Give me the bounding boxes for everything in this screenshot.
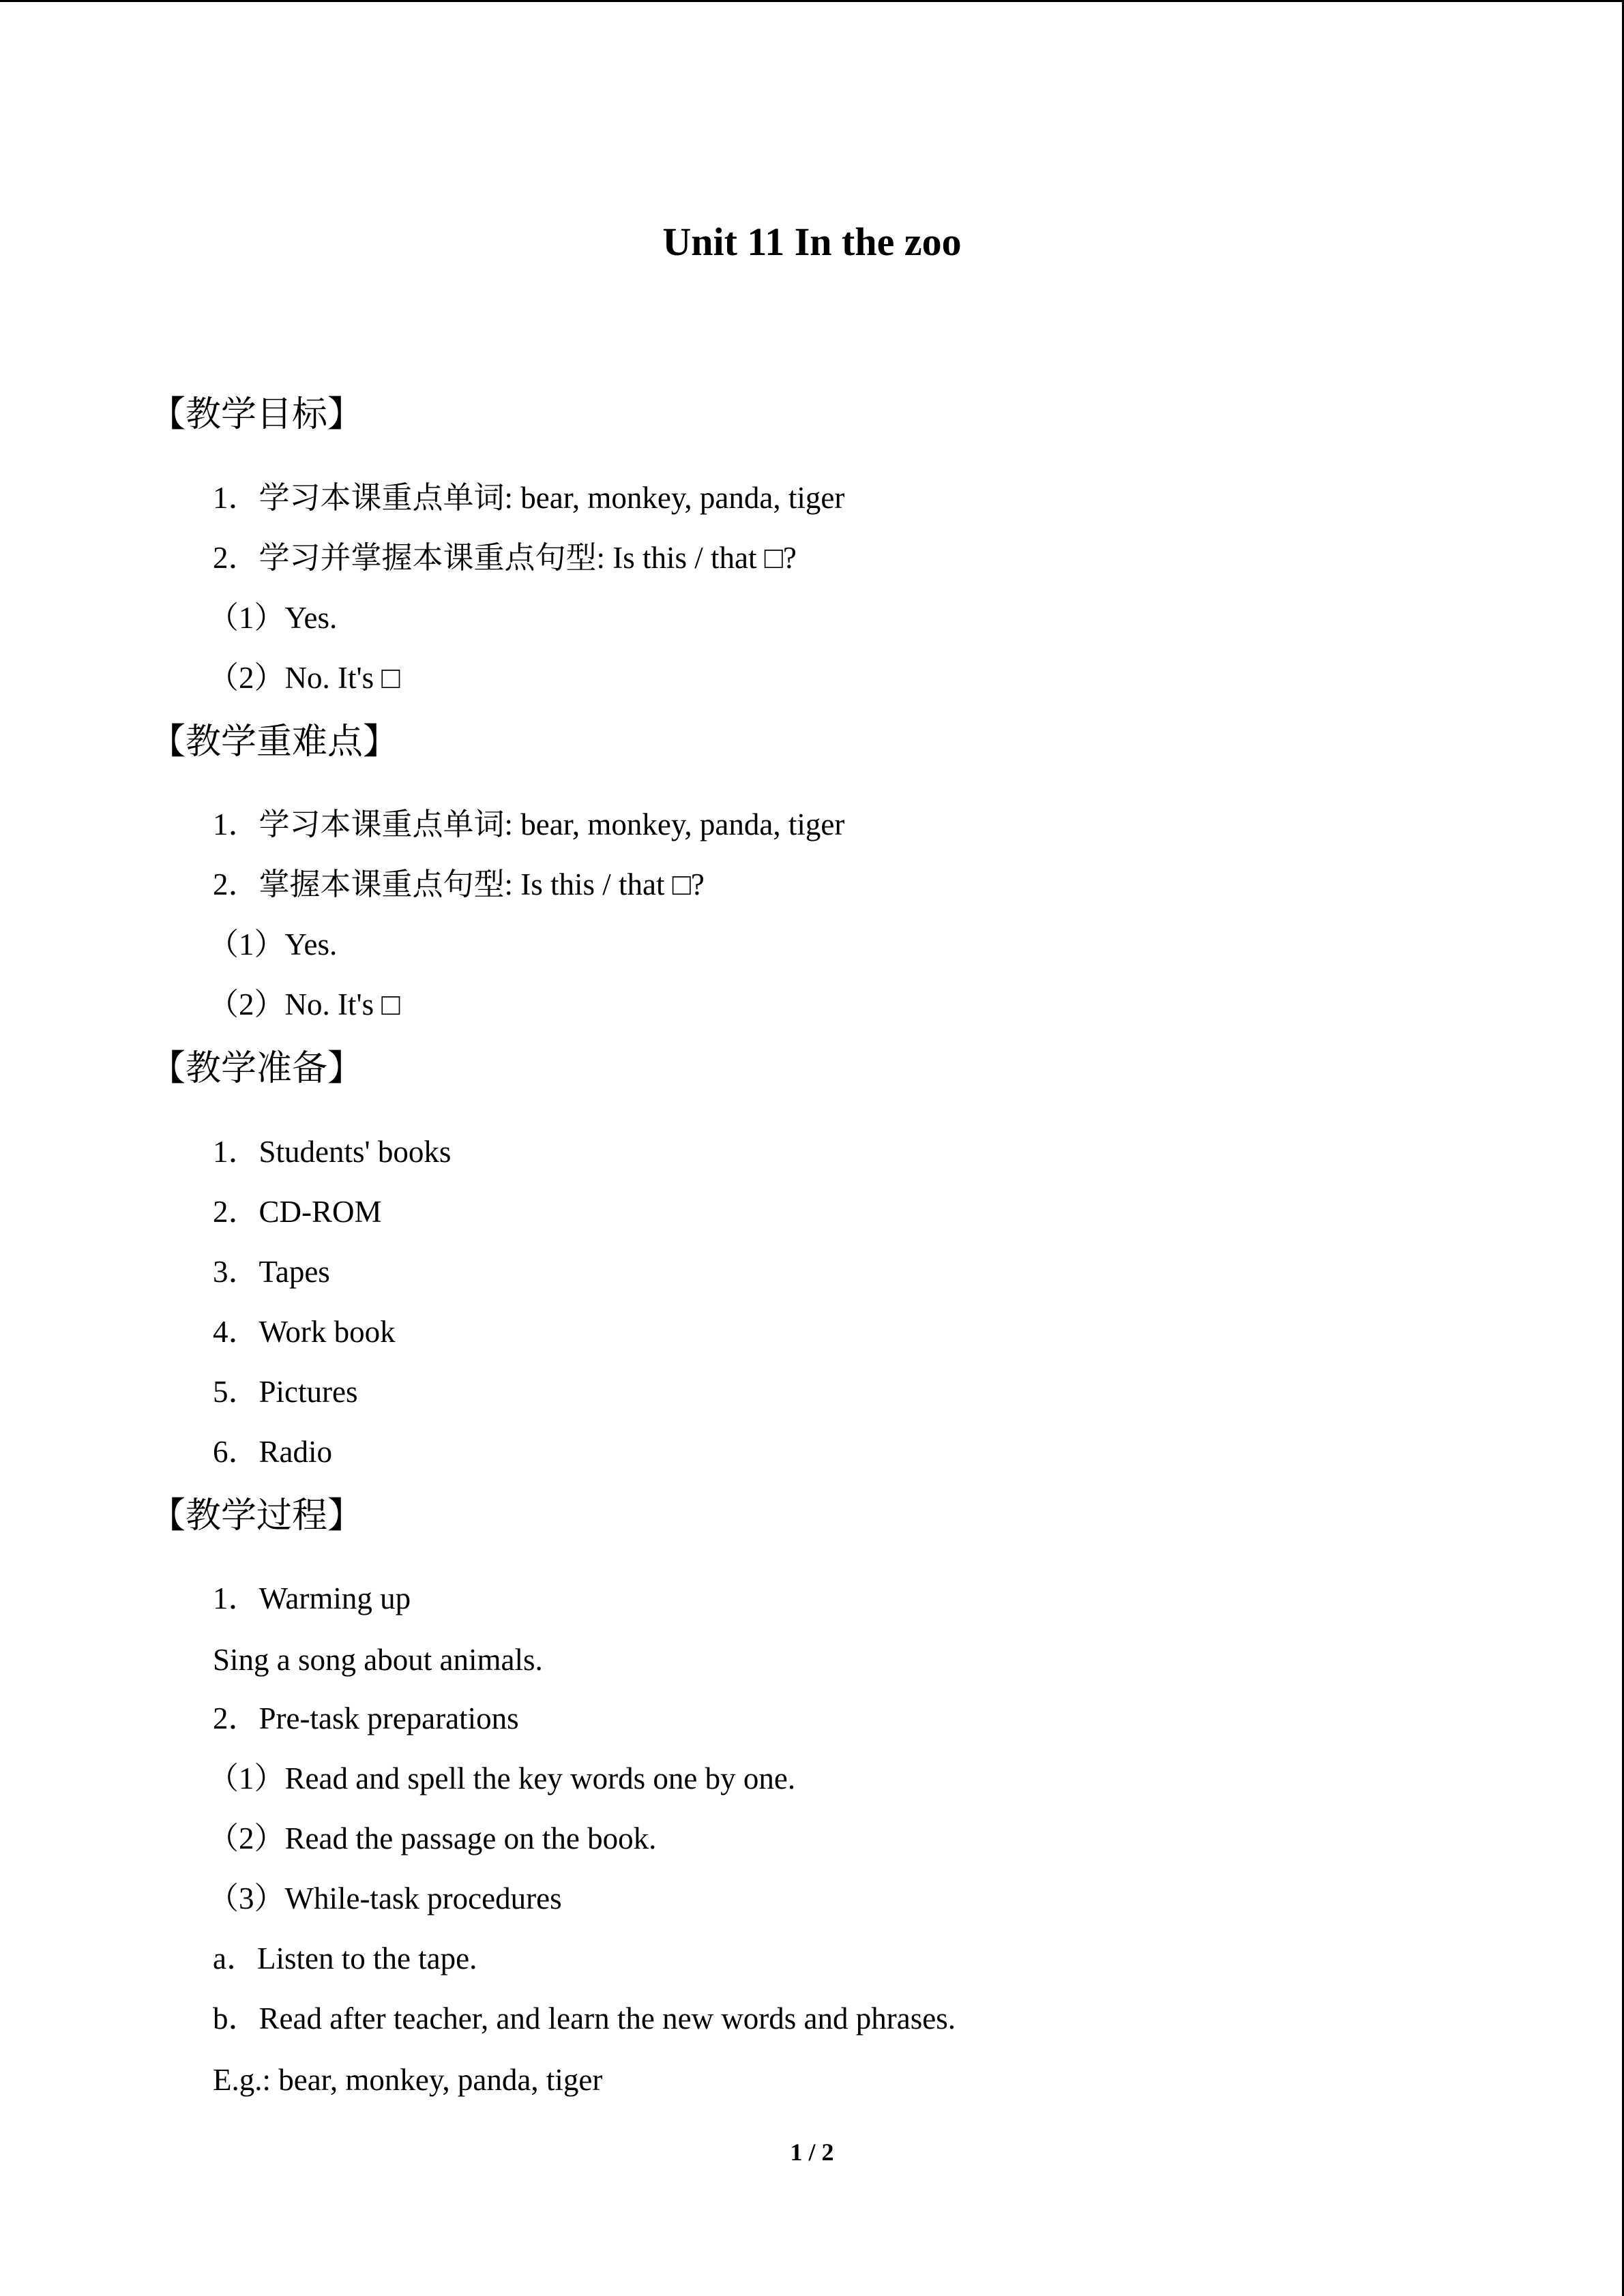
objectives-line: 1．学习本课重点单词: bear, monkey, panda, tiger xyxy=(213,481,845,515)
process-line: 2．Pre-task preparations xyxy=(213,1701,519,1735)
section-heading-preparation: 【教学准备】 xyxy=(150,1048,364,1089)
key-points-line: 1．学习本课重点单词: bear, monkey, panda, tiger xyxy=(213,807,845,841)
preparation-line: 3．Tapes xyxy=(213,1255,330,1289)
process-line: （3）While-task procedures xyxy=(208,1881,562,1915)
process-line: E.g.: bear, monkey, panda, tiger xyxy=(213,2063,603,2097)
section-heading-objectives: 【教学目标】 xyxy=(150,394,364,435)
preparation-line: 6．Radio xyxy=(213,1435,332,1469)
key-points-line: （1）Yes. xyxy=(208,927,338,961)
section-heading-process: 【教学过程】 xyxy=(150,1495,364,1536)
process-line: 1．Warming up xyxy=(213,1581,411,1615)
section-heading-key-points: 【教学重难点】 xyxy=(150,721,399,762)
process-line: （1）Read and spell the key words one by one. xyxy=(208,1761,796,1795)
page-indicator: 1 / 2 xyxy=(790,2138,834,2166)
preparation-line: 2．CD-ROM xyxy=(213,1195,382,1229)
preparation-line: 4．Work book xyxy=(213,1315,396,1349)
process-line: a．Listen to the tape. xyxy=(213,1941,477,1976)
process-line: （2）Read the passage on the book. xyxy=(208,1821,657,1855)
key-points-line: 2．掌握本课重点句型: Is this / that □? xyxy=(213,867,705,901)
objectives-line: （1）Yes. xyxy=(208,601,338,635)
process-line: Sing a song about animals. xyxy=(213,1643,543,1677)
preparation-line: 5．Pictures xyxy=(213,1375,358,1409)
key-points-line: （2）No. It's □ xyxy=(208,987,400,1022)
objectives-line: 2．学习并掌握本课重点句型: Is this / that □? xyxy=(213,541,797,575)
objectives-line: （2）No. It's □ xyxy=(208,661,400,695)
process-line: b．Read after teacher, and learn the new words and phrases. xyxy=(213,2001,956,2036)
document-title: Unit 11 In the zoo xyxy=(662,220,962,264)
preparation-line: 1．Students' books xyxy=(213,1135,452,1169)
